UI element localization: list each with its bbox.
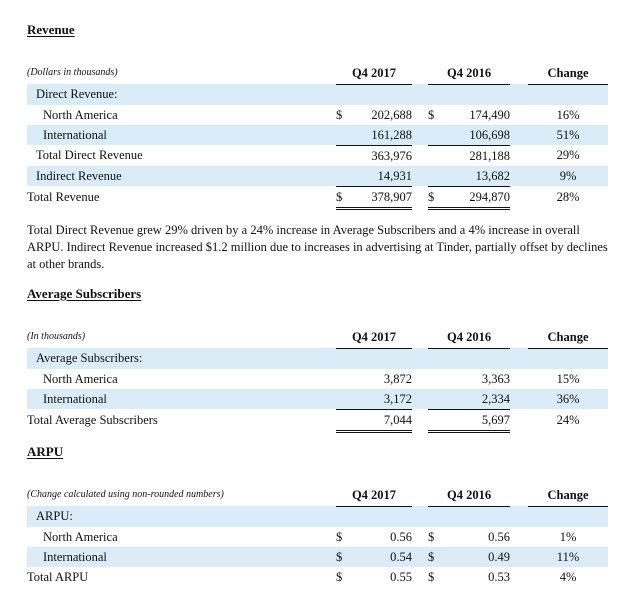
table-row (27, 527, 608, 547)
dollar-sign (428, 166, 438, 187)
value-2017: 161,288 (346, 125, 412, 146)
dollar-sign: $ (428, 107, 435, 122)
subscribers-table (27, 324, 608, 433)
value-2017: 3,172 (346, 389, 412, 410)
change-value: 16% (556, 107, 580, 122)
arpu-header-row (27, 482, 608, 506)
value-2017: 0.56 (390, 529, 413, 544)
subscribers-units: (In thousands) (27, 331, 86, 342)
table-row (27, 186, 608, 208)
value-2016: 281,188 (469, 148, 511, 163)
value-2017: 378,907 (346, 186, 412, 208)
change-value: 51% (528, 125, 608, 146)
table-row (27, 105, 608, 125)
dollar-sign (336, 125, 346, 146)
revenue-title: Revenue (27, 22, 75, 37)
table-row (27, 409, 608, 431)
subscribers-header-change: Change (528, 324, 608, 348)
revenue-header-q4-2017: Q4 2017 (336, 60, 412, 84)
subscribers-section-label: Average Subscribers: (27, 348, 336, 369)
value-2016: 5,697 (438, 409, 510, 431)
row-label: Total Revenue (27, 190, 100, 204)
revenue-header-row (27, 60, 608, 84)
value-2016: 174,490 (469, 107, 511, 122)
dollar-sign: $ (428, 547, 438, 567)
dollar-sign (336, 166, 346, 187)
dollar-sign (428, 125, 438, 146)
table-row (27, 145, 608, 166)
dollar-sign: $ (428, 569, 435, 584)
value-2017: 363,976 (371, 148, 413, 163)
change-value: 15% (556, 371, 580, 386)
arpu-table (27, 482, 608, 587)
table-row (27, 369, 608, 389)
arpu-title: ARPU (27, 444, 64, 459)
dollar-sign: $ (428, 186, 438, 208)
value-2016: 294,870 (438, 186, 510, 208)
revenue-section-label: Direct Revenue: (27, 84, 336, 105)
revenue-units: (Dollars in thousands) (27, 67, 118, 78)
dollar-sign: $ (336, 547, 346, 567)
change-value: 1% (559, 529, 577, 544)
change-value: 9% (528, 166, 608, 187)
row-label: Total ARPU (27, 569, 89, 584)
value-2016: 3,363 (481, 371, 511, 386)
arpu-section-label: ARPU: (27, 506, 336, 527)
subscribers-header-row (27, 324, 608, 348)
row-label: Total Direct Revenue (36, 148, 143, 163)
revenue-table (27, 60, 608, 210)
subscribers-section-row (27, 348, 608, 369)
arpu-section-row (27, 506, 608, 527)
revenue-section-row (27, 84, 608, 105)
arpu-units: (Change calculated using non-rounded numbers) (27, 489, 224, 500)
change-value: 11% (528, 547, 608, 567)
value-2016: 2,334 (438, 389, 510, 410)
row-label: North America (43, 371, 118, 386)
value-2017: 0.54 (346, 547, 412, 567)
value-2016: 13,682 (438, 166, 510, 187)
table-row (27, 125, 608, 146)
table-row (27, 389, 608, 410)
arpu-header-change: Change (528, 482, 608, 506)
value-2017: 202,688 (371, 107, 413, 122)
dollar-sign: $ (336, 107, 343, 122)
revenue-header-q4-2016: Q4 2016 (428, 60, 510, 84)
dollar-sign (428, 145, 438, 166)
dollar-sign: $ (336, 186, 346, 208)
dollar-sign: $ (336, 569, 343, 584)
value-2016: 0.53 (488, 569, 511, 584)
value-2017: 14,931 (346, 166, 412, 187)
row-label: North America (43, 529, 118, 544)
value-2017: 7,044 (346, 409, 412, 431)
table-row (27, 567, 608, 587)
subscribers-header-q4-2017: Q4 2017 (336, 324, 412, 348)
arpu-header-q4-2017: Q4 2017 (336, 482, 412, 506)
value-2017: 3,872 (383, 371, 413, 386)
change-value: 4% (559, 569, 577, 584)
row-label: North America (43, 107, 118, 122)
subscribers-title: Average Subscribers (27, 286, 142, 301)
arpu-header-q4-2016: Q4 2016 (428, 482, 510, 506)
change-value: 28% (556, 190, 580, 204)
dollar-sign: $ (428, 529, 435, 544)
dollar-sign (336, 145, 346, 166)
value-2016: 0.49 (438, 547, 510, 567)
dollar-sign: $ (336, 529, 343, 544)
table-row (27, 547, 608, 567)
value-2016: 106,698 (438, 125, 510, 146)
value-2017: 0.55 (390, 569, 413, 584)
row-label: International (27, 547, 336, 567)
subscribers-header-q4-2016: Q4 2016 (428, 324, 510, 348)
value-2016: 0.56 (488, 529, 511, 544)
row-label: International (27, 389, 336, 410)
row-label: Total Average Subscribers (27, 413, 158, 427)
row-label: International (27, 125, 336, 146)
row-label: Indirect Revenue (27, 166, 336, 187)
revenue-commentary: Total Direct Revenue grew 29% driven by a 24% increase in Average Subscribers and a 4% increase in overall ARPU. Indirect Revenue increased $1.2 million due to increases in advertising at Tinder, partially offset by declines at other brands. (27, 223, 608, 271)
change-value: 29% (556, 148, 580, 163)
revenue-header-change: Change (528, 60, 608, 84)
change-value: 36% (528, 389, 608, 410)
change-value: 24% (556, 413, 580, 427)
table-row (27, 166, 608, 187)
